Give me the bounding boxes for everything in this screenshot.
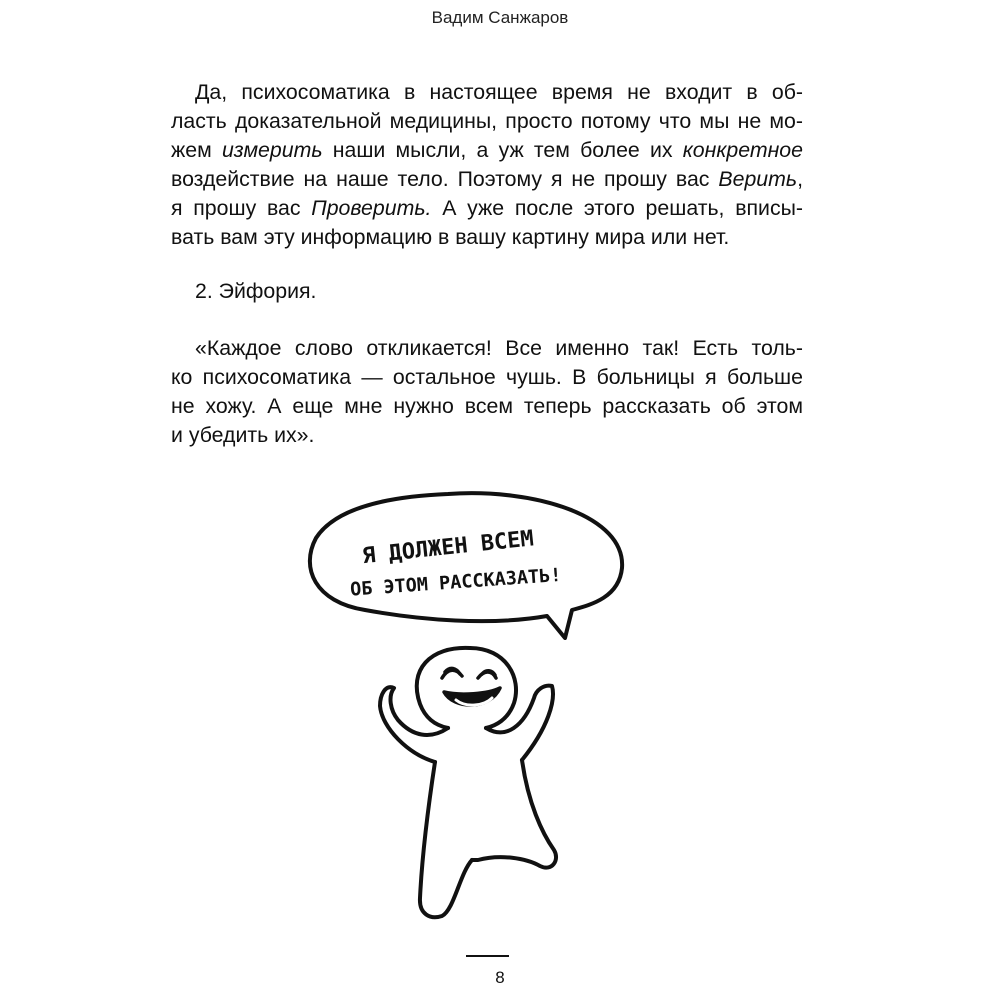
text-line: не хожу. А еще мне нужно всем теперь рассказать об этом	[171, 394, 803, 418]
page-number: 8	[495, 968, 505, 987]
speech-line-2: ОБ ЭТОМ РАССКАЗАТЬ!	[349, 564, 563, 601]
text-line: Да, психосоматика в настоящее время не входит в об-	[195, 80, 803, 104]
paragraph-quote	[171, 334, 803, 450]
text-line: вать вам эту информацию в вашу картину мира или нет.	[171, 225, 730, 249]
paragraph-psychosomatics	[171, 78, 803, 252]
emphasis-concrete: конкретное	[682, 138, 803, 162]
happy-figure-illustration	[290, 488, 630, 933]
running-head-author: Вадим Санжаров	[431, 8, 569, 27]
figure-body	[380, 648, 556, 917]
smiling-face	[442, 668, 500, 705]
emphasis-believe: Верить	[718, 167, 798, 191]
speech-line-1: Я ДОЛЖЕН ВСЕМ	[361, 526, 535, 570]
text-line: ко психосоматика — остальное чушь. В больницы я больше	[171, 365, 803, 389]
text-line: жем измерить наши мысли, а уж тем более их конкретное	[171, 138, 803, 162]
section-heading-euphoria: 2. Эйфория.	[195, 279, 317, 303]
text-line: воздействие на наше тело. Поэтому я не прошу вас Верить,	[171, 167, 803, 191]
text-line: и убедить их».	[171, 423, 315, 447]
emphasis-measure: измерить	[221, 138, 323, 162]
page-number-rule	[466, 955, 509, 957]
speech-bubble	[310, 493, 622, 638]
emphasis-verify: Проверить.	[311, 196, 432, 220]
text-line: «Каждое слово откликается! Все именно так! Есть толь-	[195, 336, 803, 360]
text-line: ласть доказательной медицины, просто потому что мы не мо-	[171, 109, 803, 133]
text-line: я прошу вас Проверить. А уже после этого решать, вписы-	[171, 196, 803, 220]
